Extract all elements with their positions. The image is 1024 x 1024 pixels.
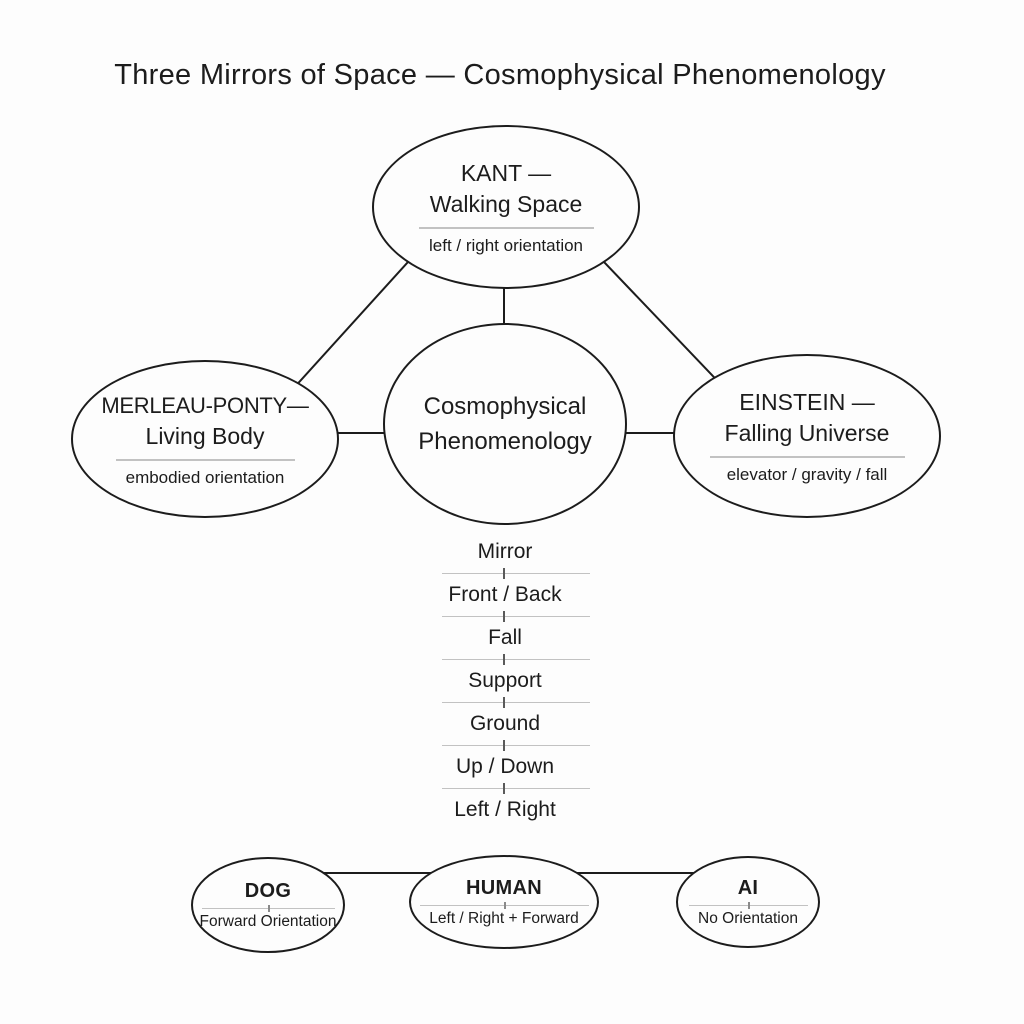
ladder-item-fall: Fall xyxy=(488,626,522,649)
node-einstein-divider xyxy=(710,456,905,458)
node-center-title-line2: Phenomenology xyxy=(418,428,592,455)
node-ai-label: AI xyxy=(737,876,759,899)
node-human xyxy=(409,855,599,949)
node-dog xyxy=(191,857,345,953)
ladder-divider-line xyxy=(442,702,590,704)
node-center-heading xyxy=(418,389,591,459)
node-merleau-ponty-title-line1: MERLEAU-PONTY— xyxy=(101,392,309,418)
node-merleau-ponty-heading xyxy=(101,390,308,452)
node-einstein xyxy=(673,354,941,518)
ladder-divider-tick xyxy=(503,783,505,794)
ladder-item-ground: Ground xyxy=(469,712,541,735)
node-ai-divider-tick xyxy=(748,902,750,909)
node-merleau-ponty-divider xyxy=(116,459,295,461)
ladder-item-up-down: Up / Down xyxy=(455,755,555,778)
ladder-divider-tick xyxy=(503,611,505,622)
node-kant-subtitle: left / right orientation xyxy=(428,235,584,255)
node-einstein-heading xyxy=(725,387,890,449)
ladder-divider-line xyxy=(442,659,590,661)
node-human-label: HUMAN xyxy=(466,876,542,899)
ladder-item-support: Support xyxy=(468,669,542,692)
ladder-divider-2 xyxy=(442,608,590,625)
ladder-divider-tick xyxy=(503,740,505,751)
diagram-title: Three Mirrors of Space — Cosmophysical Phenomenology xyxy=(114,59,886,91)
node-kant xyxy=(372,125,640,289)
node-ai-subtitle: No Orientation xyxy=(698,910,798,928)
node-einstein-title-line1: EINSTEIN — xyxy=(739,388,875,415)
ladder-divider-6 xyxy=(442,780,590,797)
ladder-divider-3 xyxy=(442,651,590,668)
node-dog-divider-tick xyxy=(268,905,270,912)
concept-ladder xyxy=(394,539,616,823)
ladder-divider-5 xyxy=(442,737,590,754)
node-kant-heading xyxy=(430,158,583,220)
ladder-divider-line xyxy=(442,788,590,790)
node-dog-divider xyxy=(202,908,335,910)
ladder-divider-4 xyxy=(442,694,590,711)
ladder-item-front-back: Front / Back xyxy=(448,583,562,606)
node-merleau-ponty xyxy=(71,360,339,518)
node-kant-divider xyxy=(419,227,594,229)
ladder-divider-line xyxy=(442,573,590,575)
ladder-divider-line xyxy=(442,745,590,747)
node-kant-title-line2: Walking Space xyxy=(429,190,583,217)
ladder-divider-tick xyxy=(503,697,505,708)
ladder-divider-1 xyxy=(442,565,590,582)
node-einstein-title-line2: Falling Universe xyxy=(724,419,890,446)
ladder-item-left-right: Left / Right xyxy=(454,798,556,821)
node-ai-divider xyxy=(689,905,808,907)
node-dog-label: DOG xyxy=(244,879,292,902)
node-cosmophysical-phenomenology xyxy=(383,323,627,525)
node-center-title-line1: Cosmophysical xyxy=(423,393,587,420)
ladder-divider-tick xyxy=(503,568,505,579)
ladder-divider-line xyxy=(442,616,590,618)
node-dog-subtitle: Forward Orientation xyxy=(199,913,337,931)
ladder-item-mirror: Mirror xyxy=(477,540,533,563)
node-merleau-ponty-title-line2: Living Body xyxy=(145,422,265,449)
node-human-subtitle: Left / Right + Forward xyxy=(429,910,579,928)
ladder-divider-tick xyxy=(503,654,505,665)
node-ai xyxy=(676,856,820,948)
node-human-divider xyxy=(420,905,589,907)
node-kant-title-line1: KANT — xyxy=(460,159,552,186)
node-einstein-subtitle: elevator / gravity / fall xyxy=(726,464,888,484)
node-human-divider-tick xyxy=(504,902,506,909)
node-merleau-ponty-subtitle: embodied orientation xyxy=(125,467,285,487)
